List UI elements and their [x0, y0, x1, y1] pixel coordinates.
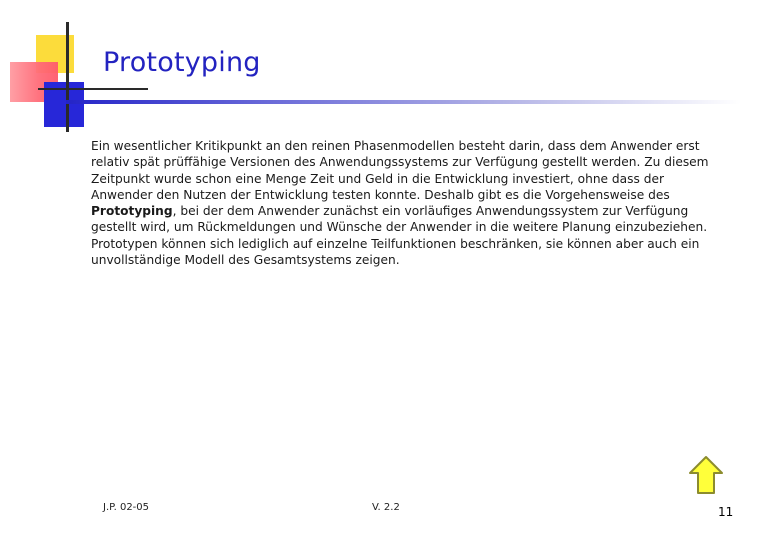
horizontal-line [38, 88, 148, 90]
slide-title: Prototyping [103, 47, 261, 78]
decorative-squares [0, 0, 110, 135]
vertical-line [66, 22, 69, 132]
footer-author: J.P. 02-05 [103, 502, 150, 513]
up-arrow-icon[interactable] [688, 455, 724, 495]
title-underline [66, 100, 741, 104]
page-number: 11 [718, 505, 734, 519]
body-text-part1: Ein wesentlicher Kritikpunkt an den reinen Phasenmodellen besteht darin, dass dem Anwender erst relativ spät prüffähige Versionen des Anwendungssystems zur Verfügung gestellt werden. Zu diesem Zeitpunkt wurde schon eine Menge Zeit und Geld in die Entwicklung investiert, ohne dass der Anwender den Nutzen der Entwicklung testen konnte. Deshalb gibt es die Vorgehensweise des [91, 139, 709, 202]
slide-body [91, 138, 719, 268]
body-text-bold: Prototyping [91, 204, 173, 219]
footer-version: V. 2.2 [372, 502, 400, 513]
body-text-part2: , bei der dem Anwender zunächst ein vorläufiges Anwendungssystem zur Verfügung gestellt wird, um Rückmeldungen und Wünsche der Anwender in die weitere Planung einzubeziehen. Prototypen können sich lediglich auf einzelne Teilfunktionen beschränken, sie können aber auch ein unvollständige Modell des Gesamtsystems zeigen. [91, 204, 708, 268]
